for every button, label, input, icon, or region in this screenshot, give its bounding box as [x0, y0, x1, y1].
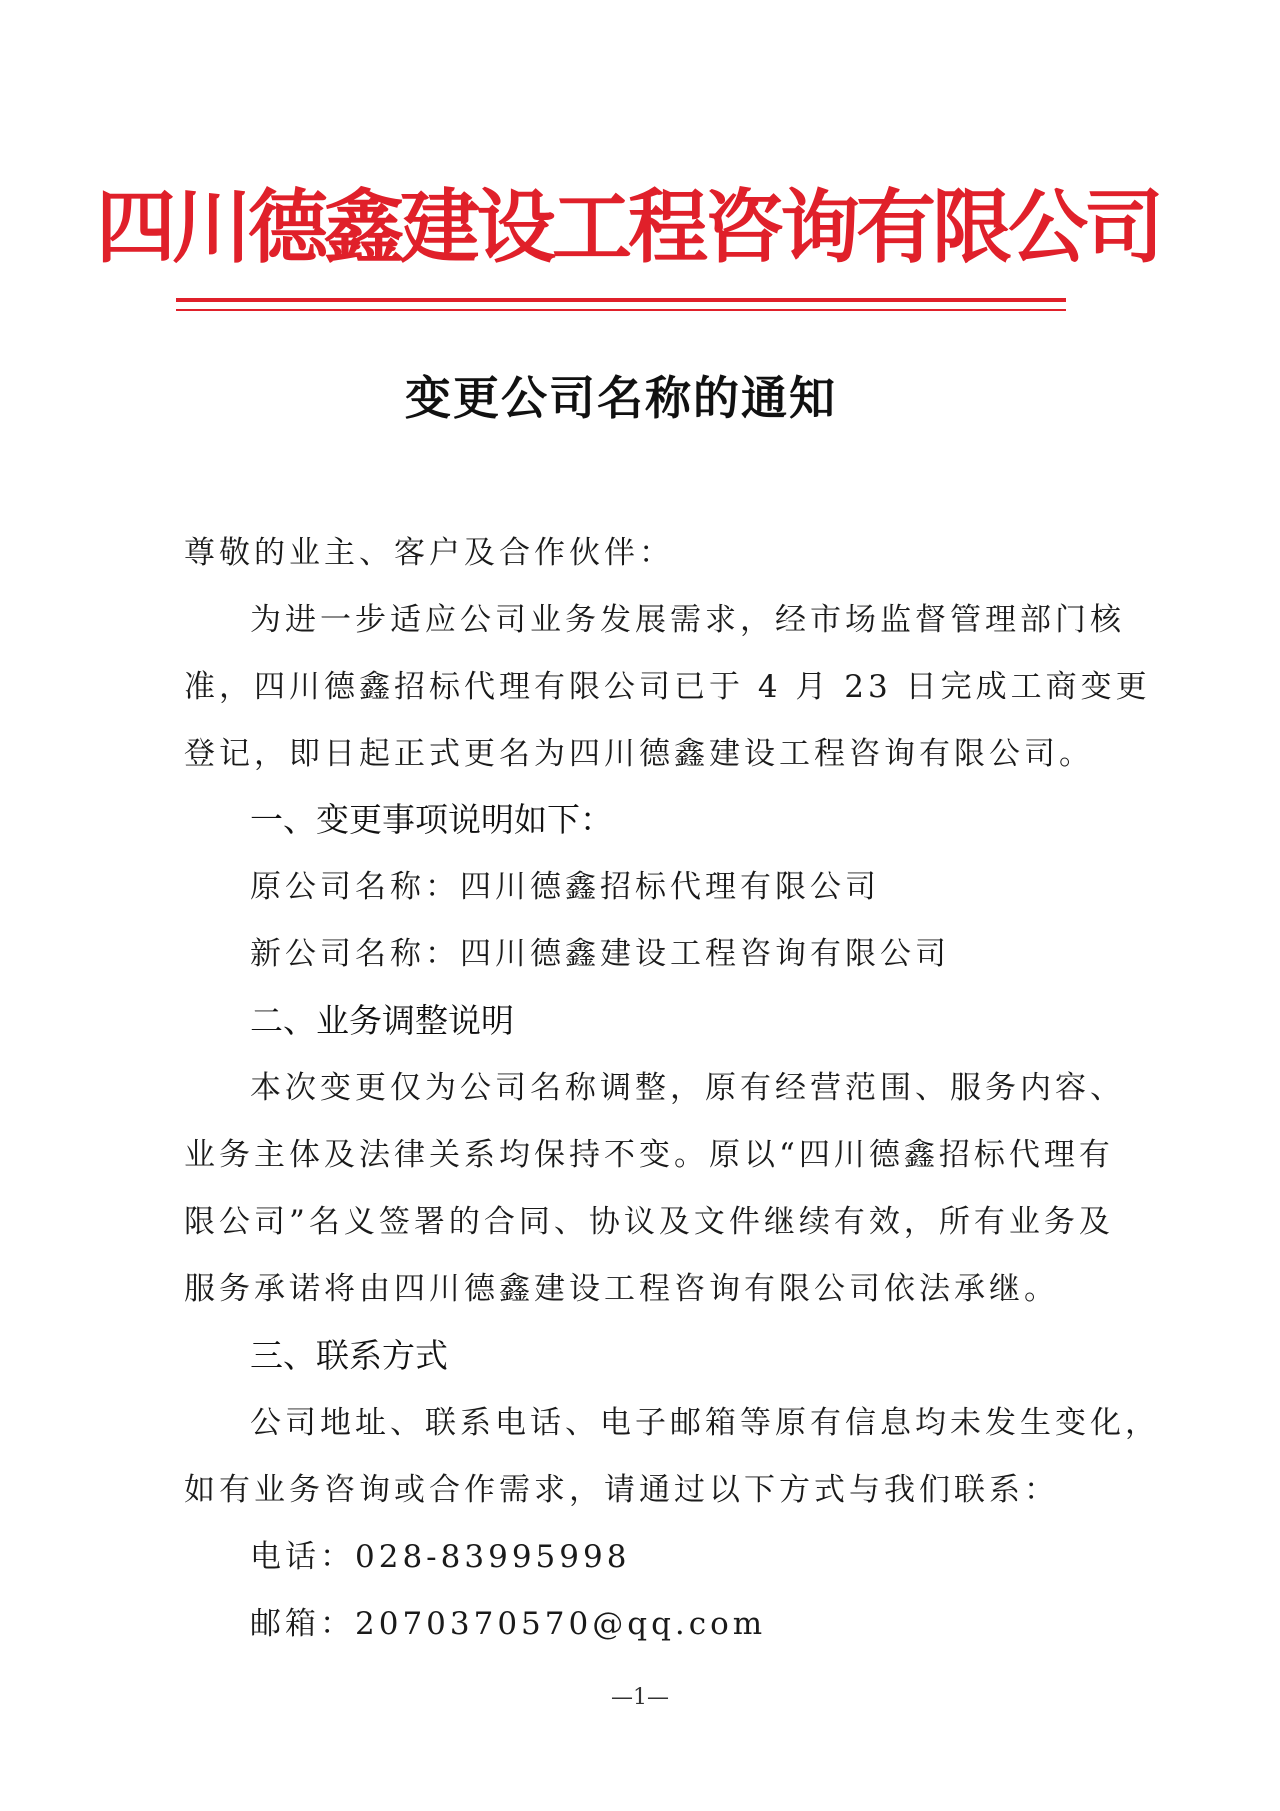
- section-1-heading: 一、变更事项说明如下：: [250, 800, 613, 839]
- document-title: 变更公司名称的通知: [405, 371, 837, 425]
- page-number: —1—: [611, 1685, 669, 1710]
- section-2-line-4: 服务承诺将由四川德鑫建设工程咨询有限公司依法承继。: [184, 1271, 1059, 1307]
- intro-line-1: 为进一步适应公司业务发展需求，经市场监督管理部门核: [250, 602, 1125, 638]
- new-company-name: 新公司名称：四川德鑫建设工程咨询有限公司: [250, 936, 950, 972]
- letterhead-rule-thin: [176, 309, 1066, 311]
- section-2-line-3: 限公司”名义签署的合同、协议及文件继续有效，所有业务及: [184, 1204, 1114, 1240]
- contact-email: 邮箱：2070370570@qq.com: [250, 1606, 767, 1642]
- section-2-line-2: 业务主体及法律关系均保持不变。原以“四川德鑫招标代理有: [184, 1137, 1114, 1173]
- old-company-name: 原公司名称：四川德鑫招标代理有限公司: [250, 869, 880, 905]
- section-3-line-2: 如有业务咨询或合作需求，请通过以下方式与我们联系：: [184, 1472, 1059, 1508]
- intro-line-2: 准，四川德鑫招标代理有限公司已于 4 月 23 日完成工商变更: [184, 669, 1151, 705]
- letterhead-rule-thick: [176, 298, 1066, 302]
- section-3-heading: 三、联系方式: [250, 1336, 448, 1375]
- section-2-heading: 二、业务调整说明: [250, 1001, 514, 1040]
- salutation: 尊敬的业主、客户及合作伙伴：: [184, 535, 674, 571]
- contact-phone: 电话：028-83995998: [250, 1539, 631, 1575]
- letterhead-company-name: 四川德鑫建设工程咨询有限公司: [96, 179, 1160, 274]
- section-3-line-1: 公司地址、联系电话、电子邮箱等原有信息均未发生变化，: [250, 1405, 1160, 1441]
- section-2-line-1: 本次变更仅为公司名称调整，原有经营范围、服务内容、: [250, 1070, 1125, 1106]
- intro-line-3: 登记，即日起正式更名为四川德鑫建设工程咨询有限公司。: [184, 736, 1094, 772]
